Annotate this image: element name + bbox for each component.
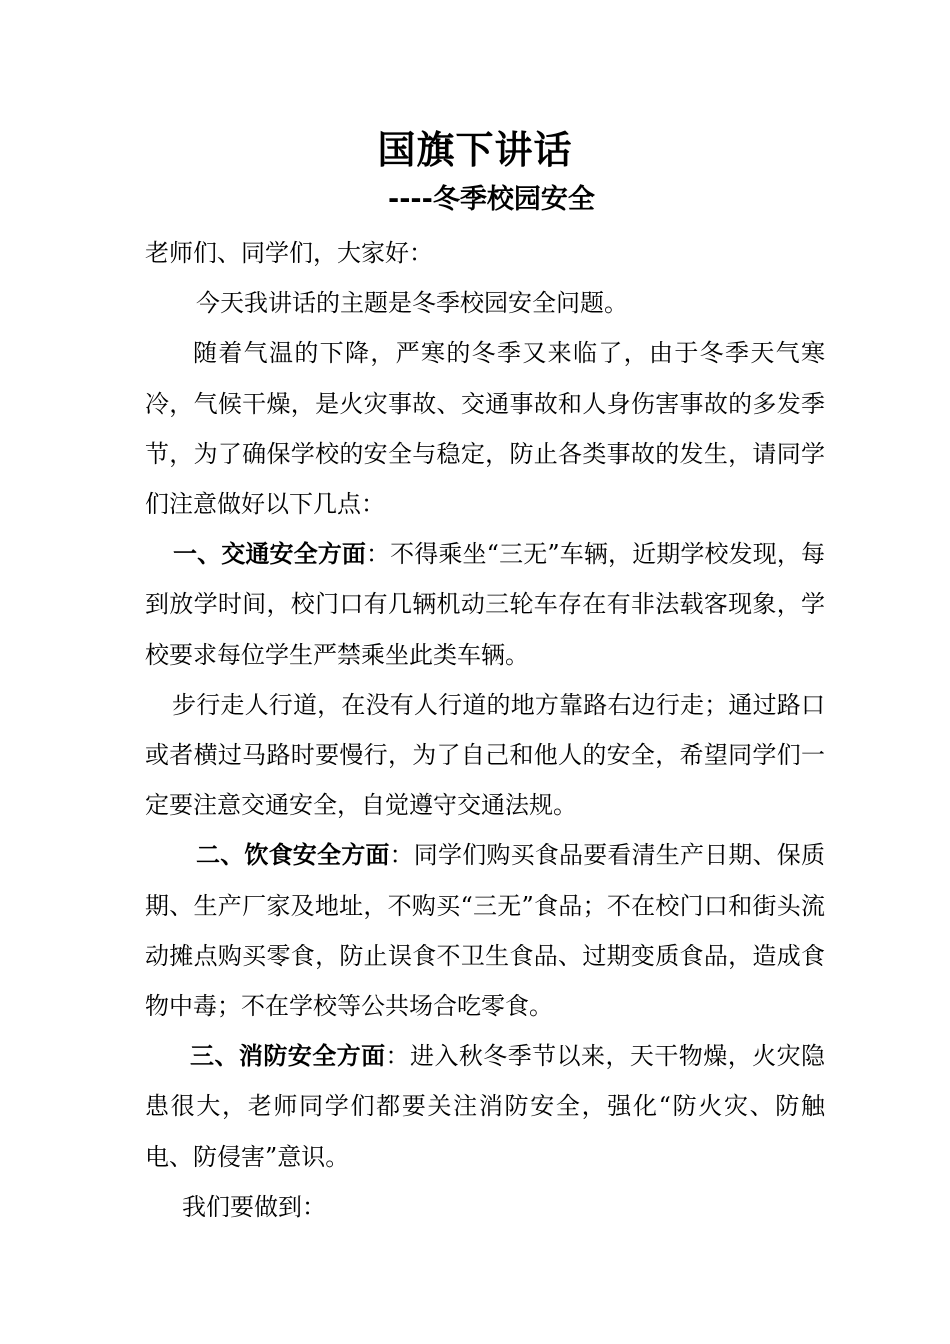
traffic-text: ：不得乘坐“三无”车辆，近期学校发现，每到放学时间，校门口有几辆机动三轮车存在有非法载客现象，学校要求每位学生严禁乘坐此类车辆。	[145, 540, 825, 669]
fire-text: ：进入秋冬季节以来，天干物燥，火灾隐患很大，老师同学们都要关注消防安全，强化“防火灾、防触电、防侵害”意识。	[145, 1042, 826, 1171]
intro-paragraph: 随着气温的下降，严寒的冬季又来临了，由于冬季天气寒冷，气候干燥，是火灾事故、交通事故和人身伤害事故的多发季节，为了确保学校的安全与稳定，防止各类事故的发生，请同学们注意做好以下几点：	[145, 339, 825, 519]
theme-paragraph: 今天我讲话的主题是冬季校园安全问题。	[196, 289, 628, 318]
document-title: 国旗下讲话	[377, 128, 573, 172]
food-paragraph	[145, 830, 825, 1031]
food-text: ：同学们购买食品要看清生产日期、保质期、生产厂家及地址，不购买“三无”食品；不在校门口和街头流动摊点购买零食，防止误食不卫生食品、过期变质食品，造成食物中毒；不在学校等公共场合吃零食。	[145, 841, 826, 1021]
greeting-paragraph: 老师们、同学们，大家好：	[145, 239, 433, 267]
traffic-paragraph	[145, 529, 825, 680]
walking-paragraph: 步行走人行道，在没有人行道的地方靠路右边行走；通过路口或者横过马路时要慢行，为了自己和他人的安全，希望同学们一定要注意交通安全，自觉遵守交通法规。	[145, 690, 825, 820]
fire-heading: 三、消防安全方面	[190, 1042, 386, 1071]
document-body	[145, 228, 825, 1232]
food-heading: 二、饮食安全方面	[196, 841, 390, 870]
closing-paragraph: 我们要做到：	[182, 1192, 326, 1221]
document-subtitle: ----冬季校园安全	[388, 184, 595, 215]
traffic-heading: 一、交通安全方面	[173, 540, 367, 569]
fire-paragraph	[145, 1031, 825, 1182]
